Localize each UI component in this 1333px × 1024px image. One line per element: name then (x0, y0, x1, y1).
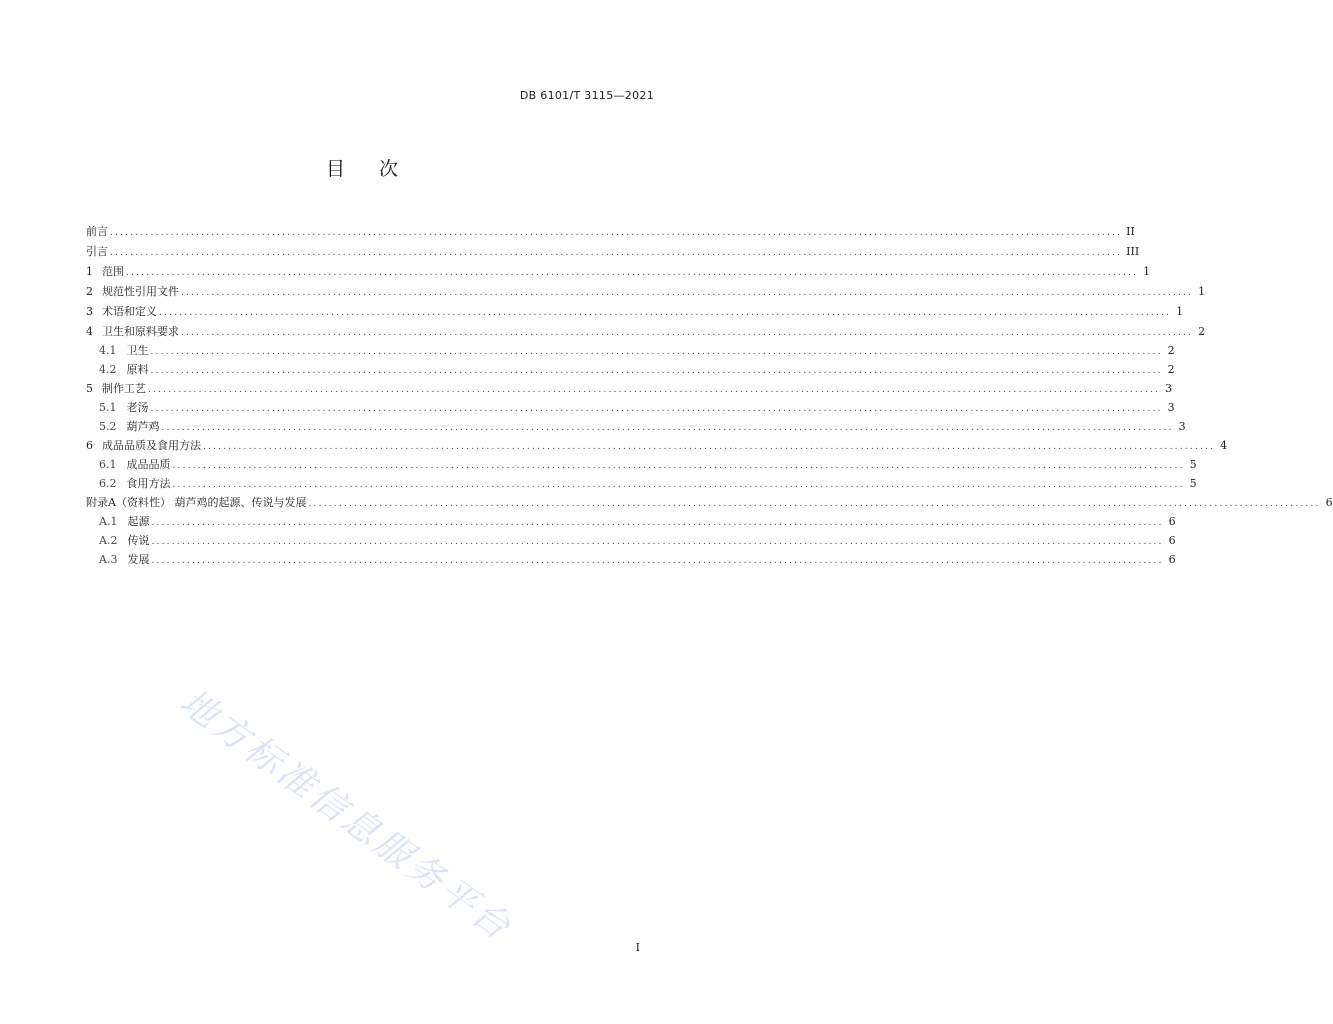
toc-entry[interactable] (86, 219, 1135, 239)
toc-leader-dots: ........................................................................................................................................................................................................ (150, 404, 1163, 414)
toc-entry-label (99, 477, 173, 491)
toc-entry-number: 3 (86, 305, 93, 318)
toc-entry-page: 6 (1325, 496, 1333, 509)
toc-leader-dots: ........................................................................................................................................................................................................ (150, 366, 1163, 376)
toc-entry[interactable] (86, 358, 1175, 377)
toc-entry[interactable] (86, 453, 1197, 472)
toc-entry-label (86, 439, 203, 453)
toc-entry-number: 6.1 (99, 458, 117, 471)
toc-entry-number: 4.1 (99, 344, 117, 357)
toc-entry-label (86, 325, 181, 339)
toc-entry[interactable] (86, 279, 1206, 299)
toc-entry-number: A.1 (99, 515, 118, 528)
toc-entry-text: 范围 (102, 265, 124, 278)
toc-entry[interactable] (86, 510, 1176, 529)
toc-entry-number: A.3 (99, 553, 118, 566)
toc-entry-page: 1 (1143, 265, 1151, 278)
watermark: 地方标准信息服务平台 (172, 681, 520, 950)
toc-entry-page: 4 (1220, 439, 1228, 452)
toc-entry[interactable] (86, 491, 1333, 510)
toc-leader-dots: ........................................................................................................................................................................................................ (172, 461, 1185, 471)
toc-entry[interactable] (86, 548, 1176, 567)
toc-entry-text: 术语和定义 (102, 305, 157, 318)
toc-entry-page: 2 (1167, 344, 1175, 357)
document-code: DB 6101/T 3115—2021 (519, 89, 654, 102)
toc-leader-dots: ........................................................................................................................................................................................................ (172, 480, 1185, 490)
toc-entry-number: 6.2 (99, 477, 117, 490)
toc-title: 目次 (325, 158, 432, 180)
toc-entry-label (86, 265, 126, 279)
toc-entry-label (99, 534, 151, 548)
toc-entry[interactable] (86, 377, 1173, 396)
toc-leader-dots: ........................................................................................................................................................................................................ (150, 347, 1163, 357)
toc-entry-label (99, 344, 151, 358)
toc-entry[interactable] (86, 415, 1186, 434)
toc-entry-text: 起源 (127, 515, 150, 528)
toc-entry-number: 5.1 (99, 401, 117, 414)
toc-entry-number: 5.2 (99, 420, 117, 433)
toc-entry[interactable] (86, 396, 1175, 415)
toc-leader-dots: ........................................................................................................................................................................................................ (148, 385, 1161, 395)
toc-entry-text: 引言 (86, 245, 108, 258)
toc-entry[interactable] (86, 319, 1206, 339)
toc-entry-label (99, 420, 162, 434)
toc-entry-page: 5 (1189, 477, 1197, 490)
toc-entry-text: 成品品质及食用方法 (102, 439, 201, 452)
toc-entry-label (99, 553, 151, 567)
toc-entry-page: II (1126, 225, 1135, 238)
toc-entry-page: 3 (1178, 420, 1186, 433)
toc-entry-page: III (1126, 245, 1140, 258)
toc-entry-label (86, 496, 308, 510)
toc-entry-number: 4.2 (99, 363, 117, 376)
toc-entry-page: 6 (1168, 553, 1176, 566)
toc-entry-label (86, 305, 159, 319)
toc-entry[interactable] (86, 529, 1176, 548)
toc-entry-label (99, 515, 151, 529)
toc-entry-label (86, 225, 110, 239)
toc-entry-text: 成品品质 (126, 458, 171, 471)
toc-leader-dots: ........................................................................................................................................................................................................ (151, 537, 1164, 547)
toc-entry-page: 6 (1168, 515, 1176, 528)
toc-entry-text: 制作工艺 (102, 382, 146, 395)
toc-entry-label (99, 458, 173, 472)
toc-entry-text: 前言 (86, 225, 108, 238)
toc-leader-dots: ........................................................................................................................................................................................................ (181, 328, 1194, 338)
toc-entry[interactable] (86, 434, 1228, 453)
toc-entry-text: 食用方法 (126, 477, 171, 490)
toc-leader-dots: ........................................................................................................................................................................................................ (151, 518, 1164, 528)
toc-entry-page: 1 (1176, 305, 1184, 318)
toc-entry-label (99, 401, 151, 415)
toc-entry-text: 附录A（资料性） 葫芦鸡的起源、传说与发展 (86, 496, 307, 509)
toc-entry-number: 2 (86, 285, 93, 298)
toc-entry-text: 老汤 (126, 401, 149, 414)
toc-entry-page: 5 (1189, 458, 1197, 471)
toc-entry[interactable] (86, 339, 1175, 358)
toc-entry-page: 6 (1168, 534, 1176, 547)
toc-leader-dots: ........................................................................................................................................................................................................ (161, 423, 1174, 433)
toc-leader-dots: ........................................................................................................................................................................................................ (110, 228, 1123, 238)
toc-entry-page: 3 (1167, 401, 1175, 414)
toc-leader-dots: ........................................................................................................................................................................................................ (159, 308, 1172, 318)
toc-entry-label (99, 363, 151, 377)
toc-entry[interactable] (86, 299, 1184, 319)
toc-entry-text: 规范性引用文件 (102, 285, 179, 298)
toc-entry-text: 传说 (127, 534, 150, 547)
toc-entry-number: 4 (86, 325, 93, 338)
toc-entry[interactable] (86, 472, 1197, 491)
toc-leader-dots: ........................................................................................................................................................................................................ (308, 499, 1321, 509)
toc-leader-dots: ........................................................................................................................................................................................................ (110, 248, 1123, 258)
toc-leader-dots: ........................................................................................................................................................................................................ (181, 288, 1194, 298)
page-number: I (635, 941, 640, 954)
toc-entry-number: 1 (86, 265, 93, 278)
toc-entry[interactable] (86, 259, 1151, 279)
toc-entry-label (86, 245, 110, 259)
toc-entry-text: 葫芦鸡 (126, 420, 160, 433)
toc-entry-text: 卫生 (126, 344, 149, 357)
toc-entry-page: 2 (1167, 363, 1175, 376)
toc-leader-dots: ........................................................................................................................................................................................................ (203, 442, 1216, 452)
toc-entry-text: 原料 (126, 363, 149, 376)
toc-leader-dots: ........................................................................................................................................................................................................ (126, 268, 1139, 278)
toc-entry-text: 发展 (127, 553, 150, 566)
toc-entry-label (86, 382, 148, 396)
toc-entry-number: 5 (86, 382, 93, 395)
toc-entry-page: 1 (1198, 285, 1206, 298)
toc-entry[interactable] (86, 239, 1140, 259)
toc-entry-number: A.2 (99, 534, 118, 547)
toc-entry-number: 6 (86, 439, 93, 452)
toc-entry-page: 2 (1198, 325, 1206, 338)
toc-entry-page: 3 (1165, 382, 1173, 395)
toc-leader-dots: ........................................................................................................................................................................................................ (151, 556, 1164, 566)
toc-entry-label (86, 285, 181, 299)
table-of-contents (86, 219, 1333, 567)
toc-entry-text: 卫生和原料要求 (102, 325, 179, 338)
